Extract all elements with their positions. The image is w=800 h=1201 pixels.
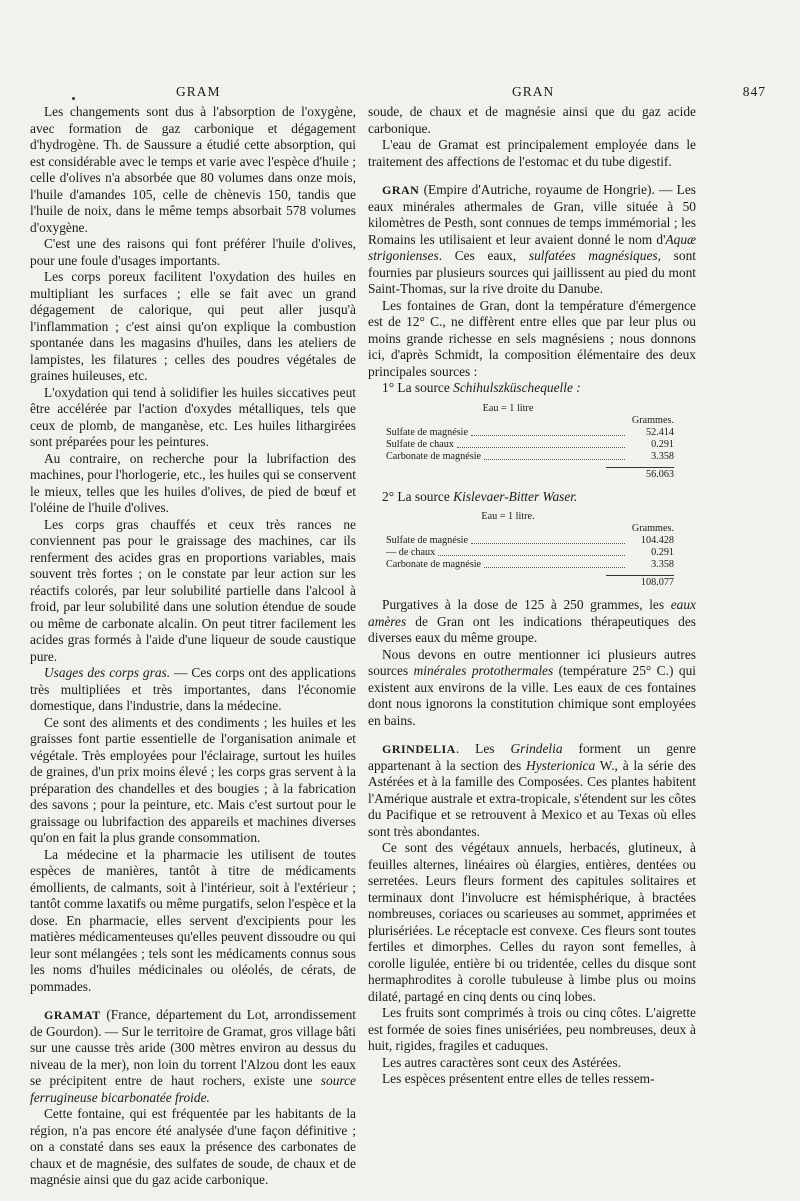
paragraph: L'oxydation qui tend à solidifier les huiles siccatives peut être accélérée par l'action d'oxydes métalliques, tels que ceux de plomb, de manganèse, etc. Les huiles lithargirées sont préparées pour les peintures. [30,384,356,449]
paragraph: Les corps gras chauffés et ceux très rances ne conviennent pas pour le graissage des machines, car ils renferment des acides gras en proportions variables, mais souvent très fortes ; on le constate par leur action sur les réactifs colorés, par leur solubilité partielle dans l'alcool à froid, par leur solubilité dans une solution étendue de soude ou même de carbonate alcalin. On peut titrer facilement les acides gras formés à l'aide d'une liqueur de soude caustique pure. [30,516,356,664]
paragraph [368,647,696,730]
row-value: 52.414 [645,426,674,438]
paragraph: Cette fontaine, qui est fréquentée par les habitants de la région, n'a pas encore été analysée d'une façon définitive ; on a constaté dans ses eaux la présence des carbonates de chaux et de magnésie, des sulfates de soude, de chaux et de magnésie ainsi que du gaz acide carbonique. [30,1106,356,1187]
row-name: Sulfate de chaux [386,438,454,450]
source-number: 2° La source [382,488,454,504]
text-run: (température 25° C.) qui existent aux environs de la ville. Les eaux de ces fontaines dont nous ignorons la constitution chimique sont employées en bains. [368,663,696,728]
table-eau: Eau = 1 litre [482,402,534,414]
text-run: Nous devons en outre mentionner ici plusieurs autres sources [368,646,696,678]
table-row [368,547,696,559]
text-run: W., à la série des Astérées et à la famille des Composées. Ces plantes habitent l'Amérique australe et extra-tropicale, s'étendent sur les côtes du Pacifique et se retrouvent à Mexico et au Texas où elles sont très abondantes. [368,757,696,839]
running-header [28,84,766,104]
paragraph: Les espèces présentent entre elles de telles ressem- [382,1071,655,1086]
table-unit: Grammes. [631,523,674,534]
page-number: 847 [742,84,766,99]
text-run: forment un genre appartenant à la section des [368,741,696,773]
text-italic: Hysterionica [526,757,596,773]
table-row [368,451,696,463]
source-name: Kislevaer-Bitter Waser. [453,488,578,504]
text-run: . Les [455,741,511,756]
table-total: 56.063 [606,467,674,481]
leader-dots [471,535,625,544]
table-unit: Grammes. [631,414,674,426]
usages-paragraph [30,665,356,715]
paragraph: Au contraire, on recherche pour la lubrifaction des machines, pour l'horlogerie, etc., les huiles qui se conservent le mieux, telles que les huiles d'olives, de pied de bœuf et l'oléine de l'huile d'olives. [30,450,356,515]
paragraph: C'est une des raisons qui font préférer l'huile d'olives, pour une foule d'usages importants. [30,236,356,268]
headword-gramat: GRAMAT [44,1008,101,1022]
row-value: 0.291 [651,438,674,450]
leader-dots [484,451,625,460]
usages-text: — Ces corps ont des applications très multipliées et très importantes, dans l'économie domestique, dans l'industrie, dans la médecine. [30,665,356,713]
header-left-word: GRAM [176,84,221,99]
paragraph: Les corps poreux facilitent l'oxydation des huiles en multipliant les surfaces ; elle se fait avec un grand dégagement de calorique, qui peut aller jusqu'à l'inflammation ; c'est ainsi qu'on explique la combustion spontanée dans les magasins d'huiles, dans les ateliers de lampistes, les filatures ; celles des poudres végétales de graines huileuses, etc. [30,269,356,383]
row-value: 3.358 [651,450,674,462]
source-name: Schihulszküschequelle : [453,380,581,395]
paragraph: Les fruits sont comprimés à trois ou cinq côtes. L'aigrette est formée de soies fines unisériées, peu nombreuses, deux à huit, rigides, fragiles et caduques. [368,1005,696,1053]
paragraph: Les changements sont dus à l'absorption de l'oxygène, avec formation de gaz carbonique et dégagement d'hydrogène. Th. de Saussure a étudié cette absorption, qui est considérable avec le temps et varie avec l'espèce d'huile ; celle d'olives n'a absorbée que 80 volumes dans onze mois, l'huile d'amandes 105, celle de chènevis 150, tandis que l'huile de noix, dans le même temps absorbait 578 volumes d'oxygène. [30,104,356,235]
row-name: Sulfate de magnésie [386,535,469,546]
paragraph: Ce sont des végétaux annuels, herbacés, glutineux, à feuilles alternes, linéaires où élargies, entières, dentées ou serretées. Leurs fleurs forment des capitules solitaires et terminaux dont l'involucre est hémisphérique, à bractées nombreuses, coriaces ou scarieuses au sommet, apprimées et plurisériées. Le réceptacle est convexe. Ces fleurs sont toutes fertiles et dimorphes. Celles du rayon sont femelles, à corolle ligulée, entière bi ou tridentée, celles du disque sont hermaphrodites à corolle tubuleuse à limbe plus ou moins dilaté, partagé en cinq dents ou cinq lobes. [368,840,696,1004]
row-value: 0.291 [651,547,674,558]
paragraph [368,597,696,647]
composition-table-2 [368,511,696,589]
source-heading [368,489,696,506]
table-eau: Eau = 1 litre. [481,511,535,522]
row-value: 104.428 [640,535,674,546]
composition-table-1 [368,403,696,481]
gran-text: , sont fournies par plusieurs sources qui jaillissent au pied du mont Saint-Thomas, sur la rive droite du Danube. [368,248,696,296]
gran-text: . Ces eaux, [438,248,529,263]
leader-dots [438,547,625,556]
paragraph: L'eau de Gramat est principalement employée dans le traitement des affections de l'estomac et du tube digestif. [368,137,696,169]
table-total: 108.077 [606,575,674,589]
leader-dots [457,439,625,448]
source-heading [368,380,696,397]
paragraph: Les autres caractères sont ceux des Astérées. [382,1054,622,1070]
paragraph: La médecine et la pharmacie les utilisent de toutes espèces de manières, tantôt à titre de médicaments émollients, de calmants, soit à l'intérieur, soit à l'extérieur ; tantôt comme laxatifs ou même purgatifs, selon l'espèce et la dose. En pharmacie, elles servent d'excipients pour les matières médicamenteuses qu'elles peuvent dissoudre ou qui leur sont mélangées ; tels sont les médicaments connus sous les noms d'huiles médicinales ou oléolés, de cérats, de pommades. [30,846,356,994]
table-row [368,439,696,451]
right-column [368,104,696,1088]
gramat-text: (France, département du Lot, arrondissement de Gourdon). — Sur le territoire de Gramat, gros village bâti sur une causse très aride (300 mètres environ au dessus du niveau de la mer), non loin du torrent l'Alzou dont les eaux se précipitent entre de haut rochers, existe une [30,1007,356,1088]
gran-italic: sulfatées magnésiques [528,248,658,263]
leader-dots [471,427,625,436]
usages-title: Usages des corps gras. [44,665,171,680]
text-italic: eaux amères [368,597,696,629]
paragraph-continued: soude, de chaux et de magnésie ainsi que du gaz acide carbonique. [368,104,696,136]
row-name: Carbonate de magnésie [386,450,482,462]
text-italic: minérales protothermales [413,663,554,678]
source-number: 1° La source [382,380,454,395]
table-row [368,559,696,571]
text-italic: Grindelia [510,741,563,756]
row-name: — de chaux [386,547,436,558]
paragraph: Les fontaines de Gran, dont la température d'émergence est de 12° C., ne diffèrent entre elles que par leur plus ou moins grande richesse en sels magnésiens ; nous donnons ici, d'après Schmidt, la composition élémentaire des deux principales sources : [368,297,696,379]
paragraph: Ce sont des aliments et des condiments ; les huiles et les graisses font partie essentielle de l'organisation animale et végétale. Très employées pour l'éclairage, surtout les huiles de graines, d'un prix moins élevé ; les corps gras servent à la préparation des chandelles et des bougies ; à la fabrication des savons ; pour la peinture, etc. Mais c'est surtout pour le graissage ou lubrifaction des appareils et machines diverses qu'on en fait la plus grande consommation. [30,714,356,845]
gran-text: (Empire d'Autriche, royaume de Hongrie). — Les eaux minérales athermales de Gran, ville située à 50 kilomètres de Pesth, sont connues de temps immémorial ; les Romains les utilisaient et leur avaient donné le nom d' [368,182,696,247]
headword-grindelia: GRINDELIA [382,742,456,756]
table-row [368,535,696,547]
gran-italic: Aquæ strigonienses [368,231,696,263]
entry-grindelia [368,741,696,840]
table-row [368,427,696,439]
leader-dots [484,559,625,568]
row-name: Carbonate de magnésie [386,559,482,570]
row-name: Sulfate de magnésie [386,426,469,438]
text-run: de Gran ont les indications thérapeutiques des diverses eaux du même groupe. [368,613,696,645]
gramat-italic: source ferrugineuse bicarbonatée froide. [30,1073,356,1105]
headword-gran: GRAN [382,183,420,197]
left-column [30,104,356,1189]
header-center-word: GRAN [512,84,555,99]
entry-gramat [30,1007,356,1106]
text-run: Purgatives à la dose de 125 à 250 grammes, les [382,597,671,612]
row-value: 3.358 [651,559,674,570]
entry-gran [368,182,696,298]
